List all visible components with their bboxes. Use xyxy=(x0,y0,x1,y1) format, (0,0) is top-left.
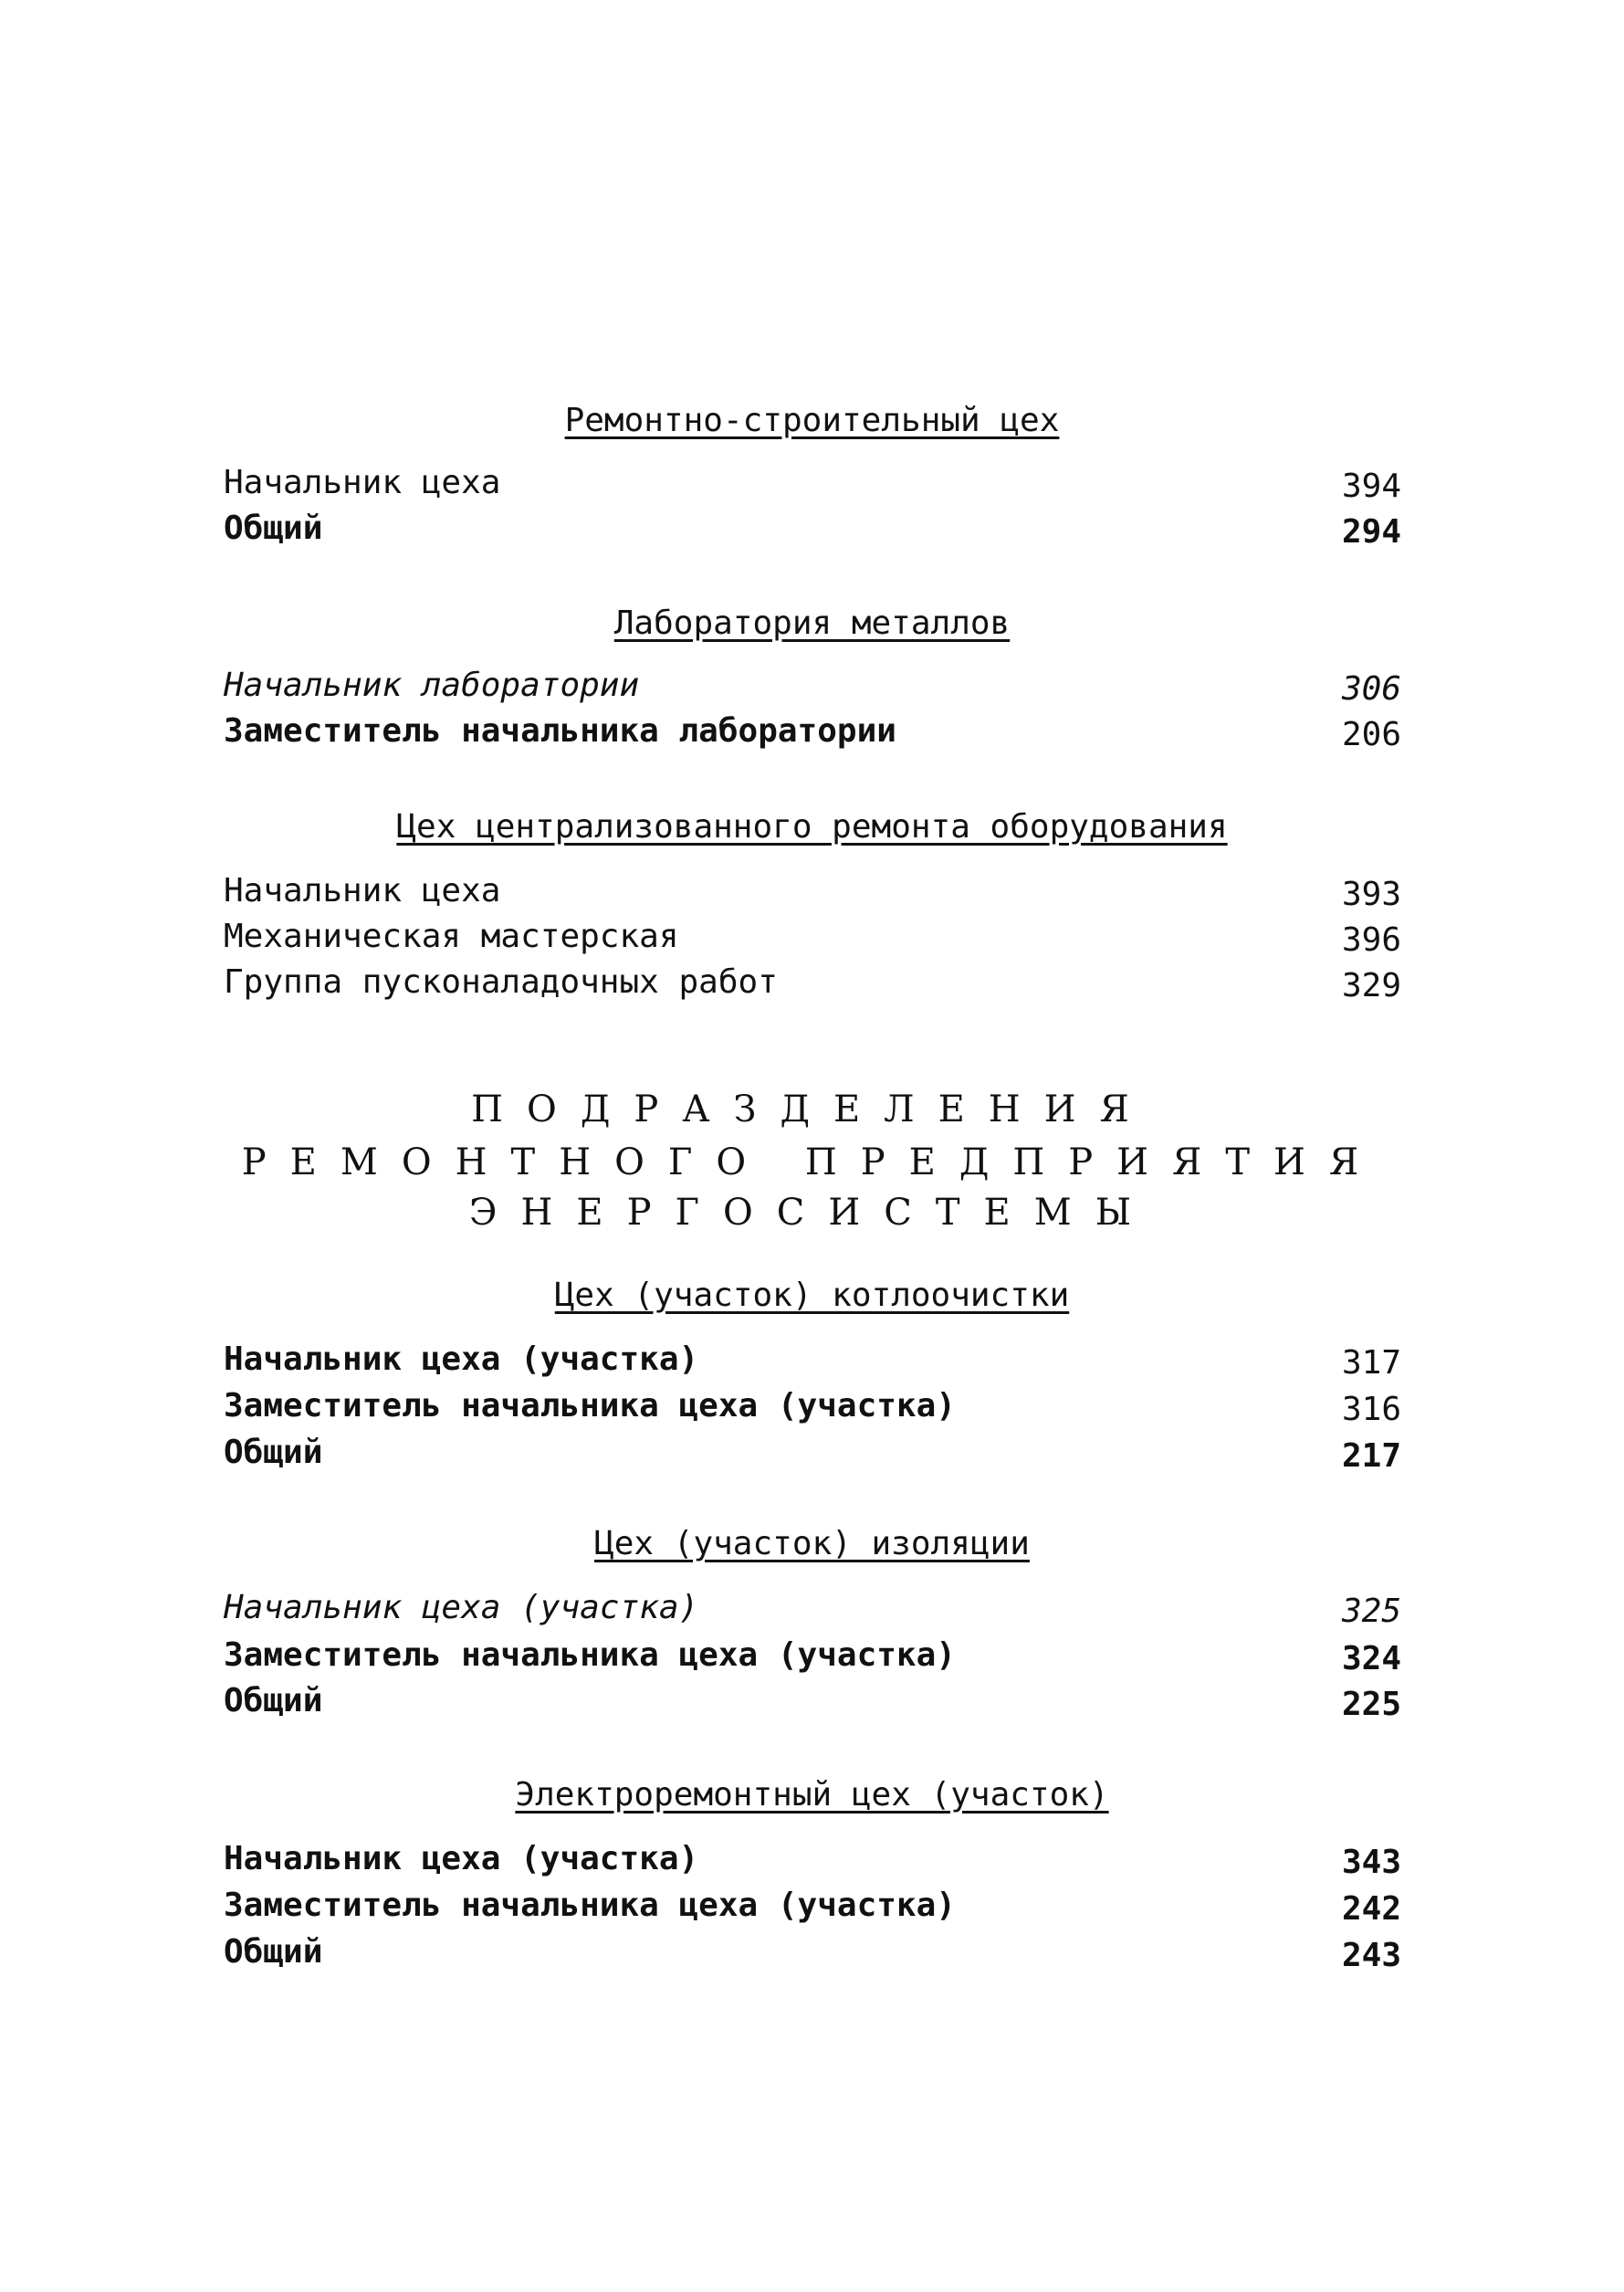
list-item xyxy=(224,1434,1401,1477)
row-label: Начальник цеха xyxy=(224,872,501,909)
row-label: Общий xyxy=(224,1682,323,1719)
list-item xyxy=(224,712,1401,756)
section-heading-repair-construction: Ремонтно-строительный цех xyxy=(564,402,1060,439)
list-item xyxy=(224,872,1401,916)
row-label: Заместитель начальника цеха (участка) xyxy=(224,1387,956,1425)
row-code: 393 xyxy=(1341,876,1401,913)
row-label: Общий xyxy=(224,1434,323,1471)
row-code: 325 xyxy=(1341,1593,1401,1630)
list-item xyxy=(224,667,1401,710)
row-label: Общий xyxy=(224,1933,323,1971)
row-label: Заместитель начальника лаборатории xyxy=(224,712,896,750)
row-code: 306 xyxy=(1341,670,1401,708)
row-code: 242 xyxy=(1341,1890,1401,1928)
list-item xyxy=(224,1636,1401,1680)
list-item xyxy=(224,1840,1401,1884)
row-code: 394 xyxy=(1341,468,1401,505)
row-label: Группа пусконаладочных работ xyxy=(224,963,778,1001)
row-label: Начальник цеха (участка) xyxy=(224,1840,699,1877)
row-label: Начальник цеха xyxy=(224,464,501,501)
list-item xyxy=(224,918,1401,962)
row-label: Механическая мастерская xyxy=(224,918,679,955)
section-heading-electrical-repair: Электроремонтный цех (участок) xyxy=(515,1776,1109,1814)
list-item xyxy=(224,464,1401,508)
row-code: 343 xyxy=(1341,1844,1401,1881)
row-code: 316 xyxy=(1341,1391,1401,1428)
row-code: 324 xyxy=(1341,1640,1401,1677)
list-item xyxy=(224,1933,1401,1977)
list-item xyxy=(224,1387,1401,1431)
row-code: 217 xyxy=(1341,1437,1401,1475)
list-item xyxy=(224,510,1401,553)
section-heading-central-repair: Цех централизованного ремонта оборудования xyxy=(396,808,1228,846)
section-heading-boiler-cleaning: Цех (участок) котлоочистки xyxy=(554,1277,1070,1314)
row-label: Начальник лаборатории xyxy=(224,667,640,704)
division-title-line-2: РЕМОНТНОГО ПРЕДПРИЯТИЯ xyxy=(241,1141,1383,1183)
list-item xyxy=(224,1341,1401,1384)
row-code: 225 xyxy=(1341,1686,1401,1723)
row-code: 396 xyxy=(1341,921,1401,959)
list-item xyxy=(224,1589,1401,1633)
division-title-line-1: ПОДРАЗДЕЛЕНИЯ xyxy=(471,1088,1153,1130)
row-code: 206 xyxy=(1341,716,1401,753)
row-label: Начальник цеха (участка) xyxy=(224,1589,699,1626)
row-code: 243 xyxy=(1341,1937,1401,1974)
row-code: 294 xyxy=(1341,513,1401,551)
row-label: Начальник цеха (участка) xyxy=(224,1341,699,1378)
row-code: 329 xyxy=(1341,967,1401,1004)
division-title-line-3: ЭНЕРГОСИСТЕМЫ xyxy=(468,1192,1156,1234)
row-label: Заместитель начальника цеха (участка) xyxy=(224,1636,956,1674)
section-heading-metals-lab: Лаборатория металлов xyxy=(613,605,1011,642)
list-item xyxy=(224,1682,1401,1726)
row-code: 317 xyxy=(1341,1344,1401,1382)
row-label: Общий xyxy=(224,510,323,547)
row-label: Заместитель начальника цеха (участка) xyxy=(224,1887,956,1924)
section-heading-insulation: Цех (участок) изоляции xyxy=(594,1525,1030,1562)
list-item xyxy=(224,963,1401,1007)
list-item xyxy=(224,1887,1401,1930)
